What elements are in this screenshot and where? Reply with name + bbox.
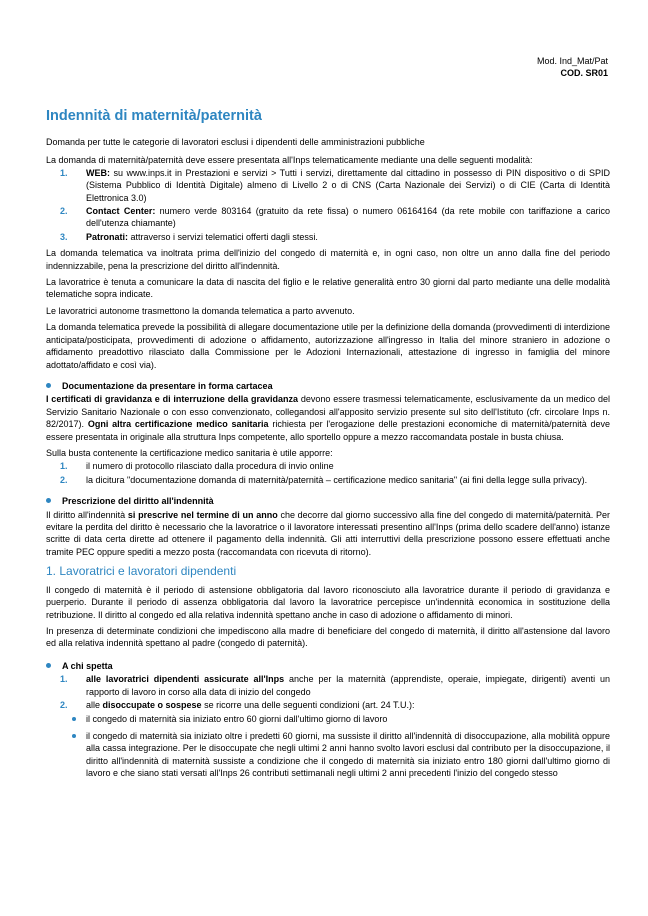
form-code: COD. SR01 — [560, 68, 608, 79]
modality-label: WEB: — [86, 167, 110, 178]
documentation-paragraph: I certificati di gravidanza e di interruzione della gravidanza devono essere trasmessi telematicamente, esclusivamente da un medico del Servizio Sanitario Nazionale o con esso convenzionato, collegandosi all'apposito servizio presente sul sito dell'Istituto (cfr. circolare Inps n. 82/2017). Ogni altra certificazione medico sanitaria richiesta per l'erogazione delle prestazioni economiche di maternità/paternità deve essere presentata in originale alla struttura Inps competente, allo sportello oppure a mezzo raccomandata postale in busta chiusa. — [46, 394, 611, 442]
intro-paragraph: La domanda di maternità/paternità deve essere presentata all'Inps telematicamente mediante una delle seguenti modalità: — [46, 155, 533, 166]
employees-paragraph: Il congedo di maternità è il periodo di astensione obbligatoria dal lavoro riconosciuto alla lavoratrice durante il periodo di gravidanza e puerperio. Durante il periodo di assenza obbligatoria dal lavoro la lavoratrice percepisce un'indennità economica in sostituzione della retribuzione. Il diritto al congedo ed alla relativa indennità spettano anche in caso di adozione o affidamento di minori. — [46, 584, 610, 620]
list-item: 2. la dicitura "documentazione domanda di maternità/paternità – certificazione medico sanitaria" (ai fini della legge sulla privacy). — [60, 474, 588, 485]
bullet-icon — [46, 663, 51, 668]
list-number: 2. — [60, 206, 68, 217]
paragraph-attachments: La domanda telematica prevede la possibilità di allegare documentazione utile per la definizione della domanda (provvedimenti di interdizione anticipata/posticipata, provvedimenti di adozione o affidamento, autorizzazione all'ingresso in Italia del minore straniero in adozione o affidamento preadottivo rilasciato dalla Commissione per le Adozioni Internazionali, attestazione di ingresso in famiglia del minore adottato/affidato e così via). — [46, 322, 610, 370]
list-item: il congedo di maternità sia iniziato entro 60 giorni dall'ultimo giorno di lavoro — [46, 713, 610, 725]
paragraph-deadline: La domanda telematica va inoltrata prima dell'inizio del congedo di maternità e, in ogni caso, non oltre un anno dalla fine del periodo indennizzabile, pena la prescrizione del diritto all'indennità. — [46, 248, 610, 271]
list-item: il congedo di maternità sia iniziato oltre i predetti 60 giorni, ma sussiste il diritto all'indennità di disoccupazione, alla mobilità oppure alla cassa integrazione. Per le disoccupate che negli ultimi 2 anni hanno svolto lavori esclusi dal contributo per la disoccupazione, il diritto all'indennità di maternità sussiste a condizione che il congedo di maternità sia iniziato entro 180 giorni dall'ultimo giorno di lavoro e che siano stati versati all'Inps 26 contributi settimanali negli ultimi 2 anni precedenti l'inizio del congedo stesso — [46, 730, 610, 780]
list-number: 3. — [60, 231, 68, 242]
list-item: 2. alle disoccupate o sospese se ricorre una delle seguenti condizioni (art. 24 T.U.): il congedo di maternità sia iniziato entro 60 giorni dall'ultimo giorno di lavoro il congedo di maternità sia iniziato oltre i predetti 60 giorni, ma sussiste il diritto all'indennità di disoccupazione, alla mobilità oppure alla cassa integrazione. Per le disoccupate che negli ultimi 2 anni hanno svolto lavori esclusi dal contributo per la disoccupazione, il diritto all'indennità di maternità sussiste a condizione che il congedo di maternità sia iniziato entro 180 giorni dall'ultimo giorno di lavoro e che siano stati versati all'Inps 26 contributi settimanali negli ultimi 2 anni precedenti l'inizio del congedo stesso — [46, 699, 610, 779]
list-item: 1. alle lavoratrici dipendenti assicurate all'Inps anche per la maternità (apprendiste, operaie, impiegate, dirigenti) aventi un rapporto di lavoro in corso alla data di inizio del congedo — [60, 674, 610, 697]
list-item: 1. il numero di protocollo rilasciato dalla procedura di invio online — [60, 461, 334, 472]
form-code-block — [537, 55, 608, 79]
paternity-paragraph: In presenza di determinate condizioni che impediscono alla madre di beneficiare del congedo di maternità, il diritto all'astensione dal lavoro ed alla relativa indennità spettano al padre (congedo di paternità). — [46, 625, 610, 649]
bullet-icon — [72, 734, 76, 738]
modality-text: numero verde 803164 (gratuito da rete fissa) o numero 06164164 (da rete mobile con tariffazione a carico dell'utenza chiamante) — [86, 206, 610, 229]
eligibility-list — [46, 673, 610, 779]
prescription-paragraph: Il diritto all'indennità si prescrive nel termine di un anno che decorre dal giorno successivo alla fine del congedo di maternità/paternità. Per evitare la perdita del diritto è necessario che la lavoratrice o il lavoratore interessati presentino all'Inps (prima dello scadere dell'anno) istanze scritte di data certa dirette ad ottenere il pagamento della indennità. Gli atti interruttivi della prescrizione possono essere effettuati anche tramite PEC oppure spediti a mezzo posta (raccomandata con ricevuta di ritorno). — [46, 509, 610, 557]
conditions-list — [46, 713, 610, 779]
modality-text: su www.inps.it in Prestazioni e servizi > Tutti i servizi, direttamente dal cittadino in possesso di PIN dispositivo o di SPID (Sistema Pubblico di Identità Digitale) almeno di Livello 2 o di CNS (Carta Nazionale dei Servizi) o di CIE (Carta di Identità Elettronica 3.0) — [86, 167, 610, 203]
modalities-list — [46, 167, 610, 243]
subtitle: Domanda per tutte le categorie di lavoratori esclusi i dipendenti delle amministrazioni pubbliche — [46, 137, 425, 147]
list-number: 1. — [60, 167, 68, 178]
envelope-list — [46, 460, 610, 486]
page-title: Indennità di maternità/paternità — [46, 108, 262, 124]
section-heading-documentation: Documentazione da presentare in forma cartacea — [46, 380, 610, 392]
modality-label: Contact Center: — [86, 206, 156, 217]
list-item — [46, 167, 610, 204]
list-number: 2. — [60, 699, 68, 710]
list-item — [46, 205, 610, 230]
modality-text: attraverso i servizi telematici offerti dagli stessi. — [128, 231, 318, 242]
list-number: 1. — [60, 461, 68, 472]
modality-label: Patronati: — [86, 231, 129, 242]
list-number: 1. — [60, 674, 68, 685]
bullet-icon — [46, 498, 51, 503]
list-number: 2. — [60, 474, 68, 485]
section-heading-eligibility: A chi spetta — [46, 660, 610, 672]
section-heading-prescription: Prescrizione del diritto all'indennità — [46, 495, 610, 507]
bullet-icon — [46, 383, 51, 388]
bullet-icon — [72, 717, 76, 721]
paragraph-birth-communication: La lavoratrice è tenuta a comunicare la data di nascita del figlio e le relative generalità entro 30 giorni dal parto mediante una delle modalità telematiche sopra indicate. — [46, 277, 610, 300]
paragraph-self-employed: Le lavoratrici autonome trasmettono la domanda telematica a parto avvenuto. — [46, 305, 355, 316]
form-model: Mod. Ind_Mat/Pat — [536, 56, 608, 66]
envelope-paragraph: Sulla busta contenente la certificazione medico sanitaria è utile apporre: — [46, 447, 333, 458]
document-body — [46, 106, 610, 783]
list-item — [46, 231, 610, 243]
section-title-employees: 1. Lavoratrici e lavoratori dipendenti — [46, 564, 237, 579]
